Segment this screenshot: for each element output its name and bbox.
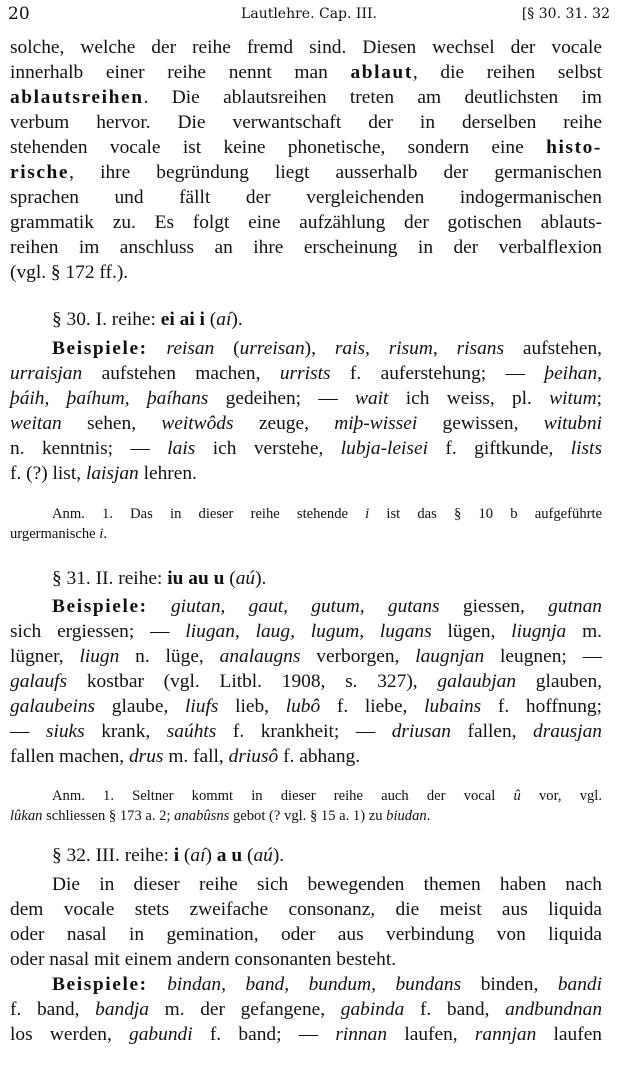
text-line: — siuks krank, saúhts f. krankheit; — driusan fallen, drausjan (10, 721, 602, 742)
text-line: n. kenntnis; — lais ich verstehe, lubja-leisei f. giftkunde, lists (10, 438, 602, 459)
text-line: grammatik zu. Es folgt eine aufzählung der gotischen ablauts- (10, 212, 602, 233)
text-line: (vgl. § 172 ff.). (10, 262, 129, 283)
section-heading-32: § 32. III. reihe: i (aí) a u (aú). (52, 845, 285, 866)
running-header (8, 4, 610, 28)
text-line: rische, ihre begründung liegt ausserhalb der germanischen (10, 162, 602, 183)
text-line: Beispiele: bindan, band, bundum, bundans binden, bandi (52, 974, 603, 995)
annotation: Anm. 1. Das in dieser reihe stehende i ist das § 10 b aufgeführte (52, 506, 603, 522)
page-number: 20 (8, 4, 30, 24)
annotation: Anm. 1. Seltner kommt in dieser reihe auch der vocal û vor, vgl. (52, 788, 602, 804)
annotation: lûkan schliessen § 173 a. 2; anabûsns gebot (? vgl. § 15 a. 1) zu biudan. (10, 808, 431, 824)
text-line: f. (?) list, laisjan lehren. (10, 463, 197, 484)
section-heading-31: § 31. II. reihe: iu au u (aú). (52, 568, 267, 589)
text-line: sprachen und fällt der vergleichenden indogermanischen (10, 187, 602, 208)
text-line: innerhalb einer reihe nennt man ablaut, die reihen selbst (10, 62, 602, 83)
text-line: verbum hervor. Die verwantschaft der in derselben reihe (10, 112, 602, 133)
text-line: lügner, liugn n. lüge, analaugns verborgen, laugnjan leugnen; — (10, 646, 603, 667)
text-line: solche, welche der reihe fremd sind. Diesen wechsel der vocale (10, 37, 602, 58)
annotation: urgermanische i. (10, 526, 108, 542)
text-line: urraisjan aufstehen machen, urrists f. auferstehung; — þeihan, (10, 363, 602, 384)
text-line: Beispiele: reisan (urreisan), rais, risum, risans aufstehen, (52, 338, 603, 359)
text-line: oder nasal mit einem andern consonanten besteht. (10, 949, 397, 970)
text-line: stehenden vocale ist keine phonetische, sondern eine histo- (10, 137, 602, 158)
running-title: Lautlehre. Cap. III. (241, 6, 377, 22)
text-line: los werden, gabundi f. band; — rinnan laufen, rannjan laufen (10, 1024, 602, 1045)
text-line: Die in dieser reihe sich bewegenden themen haben nach (52, 874, 602, 895)
text-line: reihen im anschluss an ihre erscheinung in der verbalflexion (10, 237, 602, 258)
text-line: galaufs kostbar (vgl. Litbl. 1908, s. 327), galaubjan glauben, (10, 671, 602, 692)
text-line: þáih, þaíhum, þaíhans gedeihen; — wait ich weiss, pl. witum; (10, 388, 603, 409)
section-range: [§ 30. 31. 32 (521, 6, 610, 22)
section-heading-30: § 30. I. reihe: ei ai i (aí). (52, 309, 243, 330)
text-line: fallen machen, drus m. fall, driusô f. abhang. (10, 746, 361, 767)
text-line: galaubeins glaube, liufs lieb, lubô f. liebe, lubains f. hoffnung; (10, 696, 602, 717)
text-line: f. band, bandja m. der gefangene, gabinda f. band, andbundnan (10, 999, 603, 1020)
text-line: ablautsreihen. Die ablautsreihen treten am deutlichsten im (10, 87, 602, 108)
text-line: dem vocale stets zweifache consonanz, die meist aus liquida (10, 899, 602, 920)
text-line: sich ergiessen; — liugan, laug, lugum, lugans lügen, liugnja m. (10, 621, 602, 642)
text-line: oder nasal in gemination, oder aus verbindung von liquida (10, 924, 602, 945)
text-line: weitan sehen, weitwôds zeuge, miþ-wissei gewissen, witubni (10, 413, 602, 434)
text-line: Beispiele: giutan, gaut, gutum, gutans giessen, gutnan (52, 596, 602, 617)
